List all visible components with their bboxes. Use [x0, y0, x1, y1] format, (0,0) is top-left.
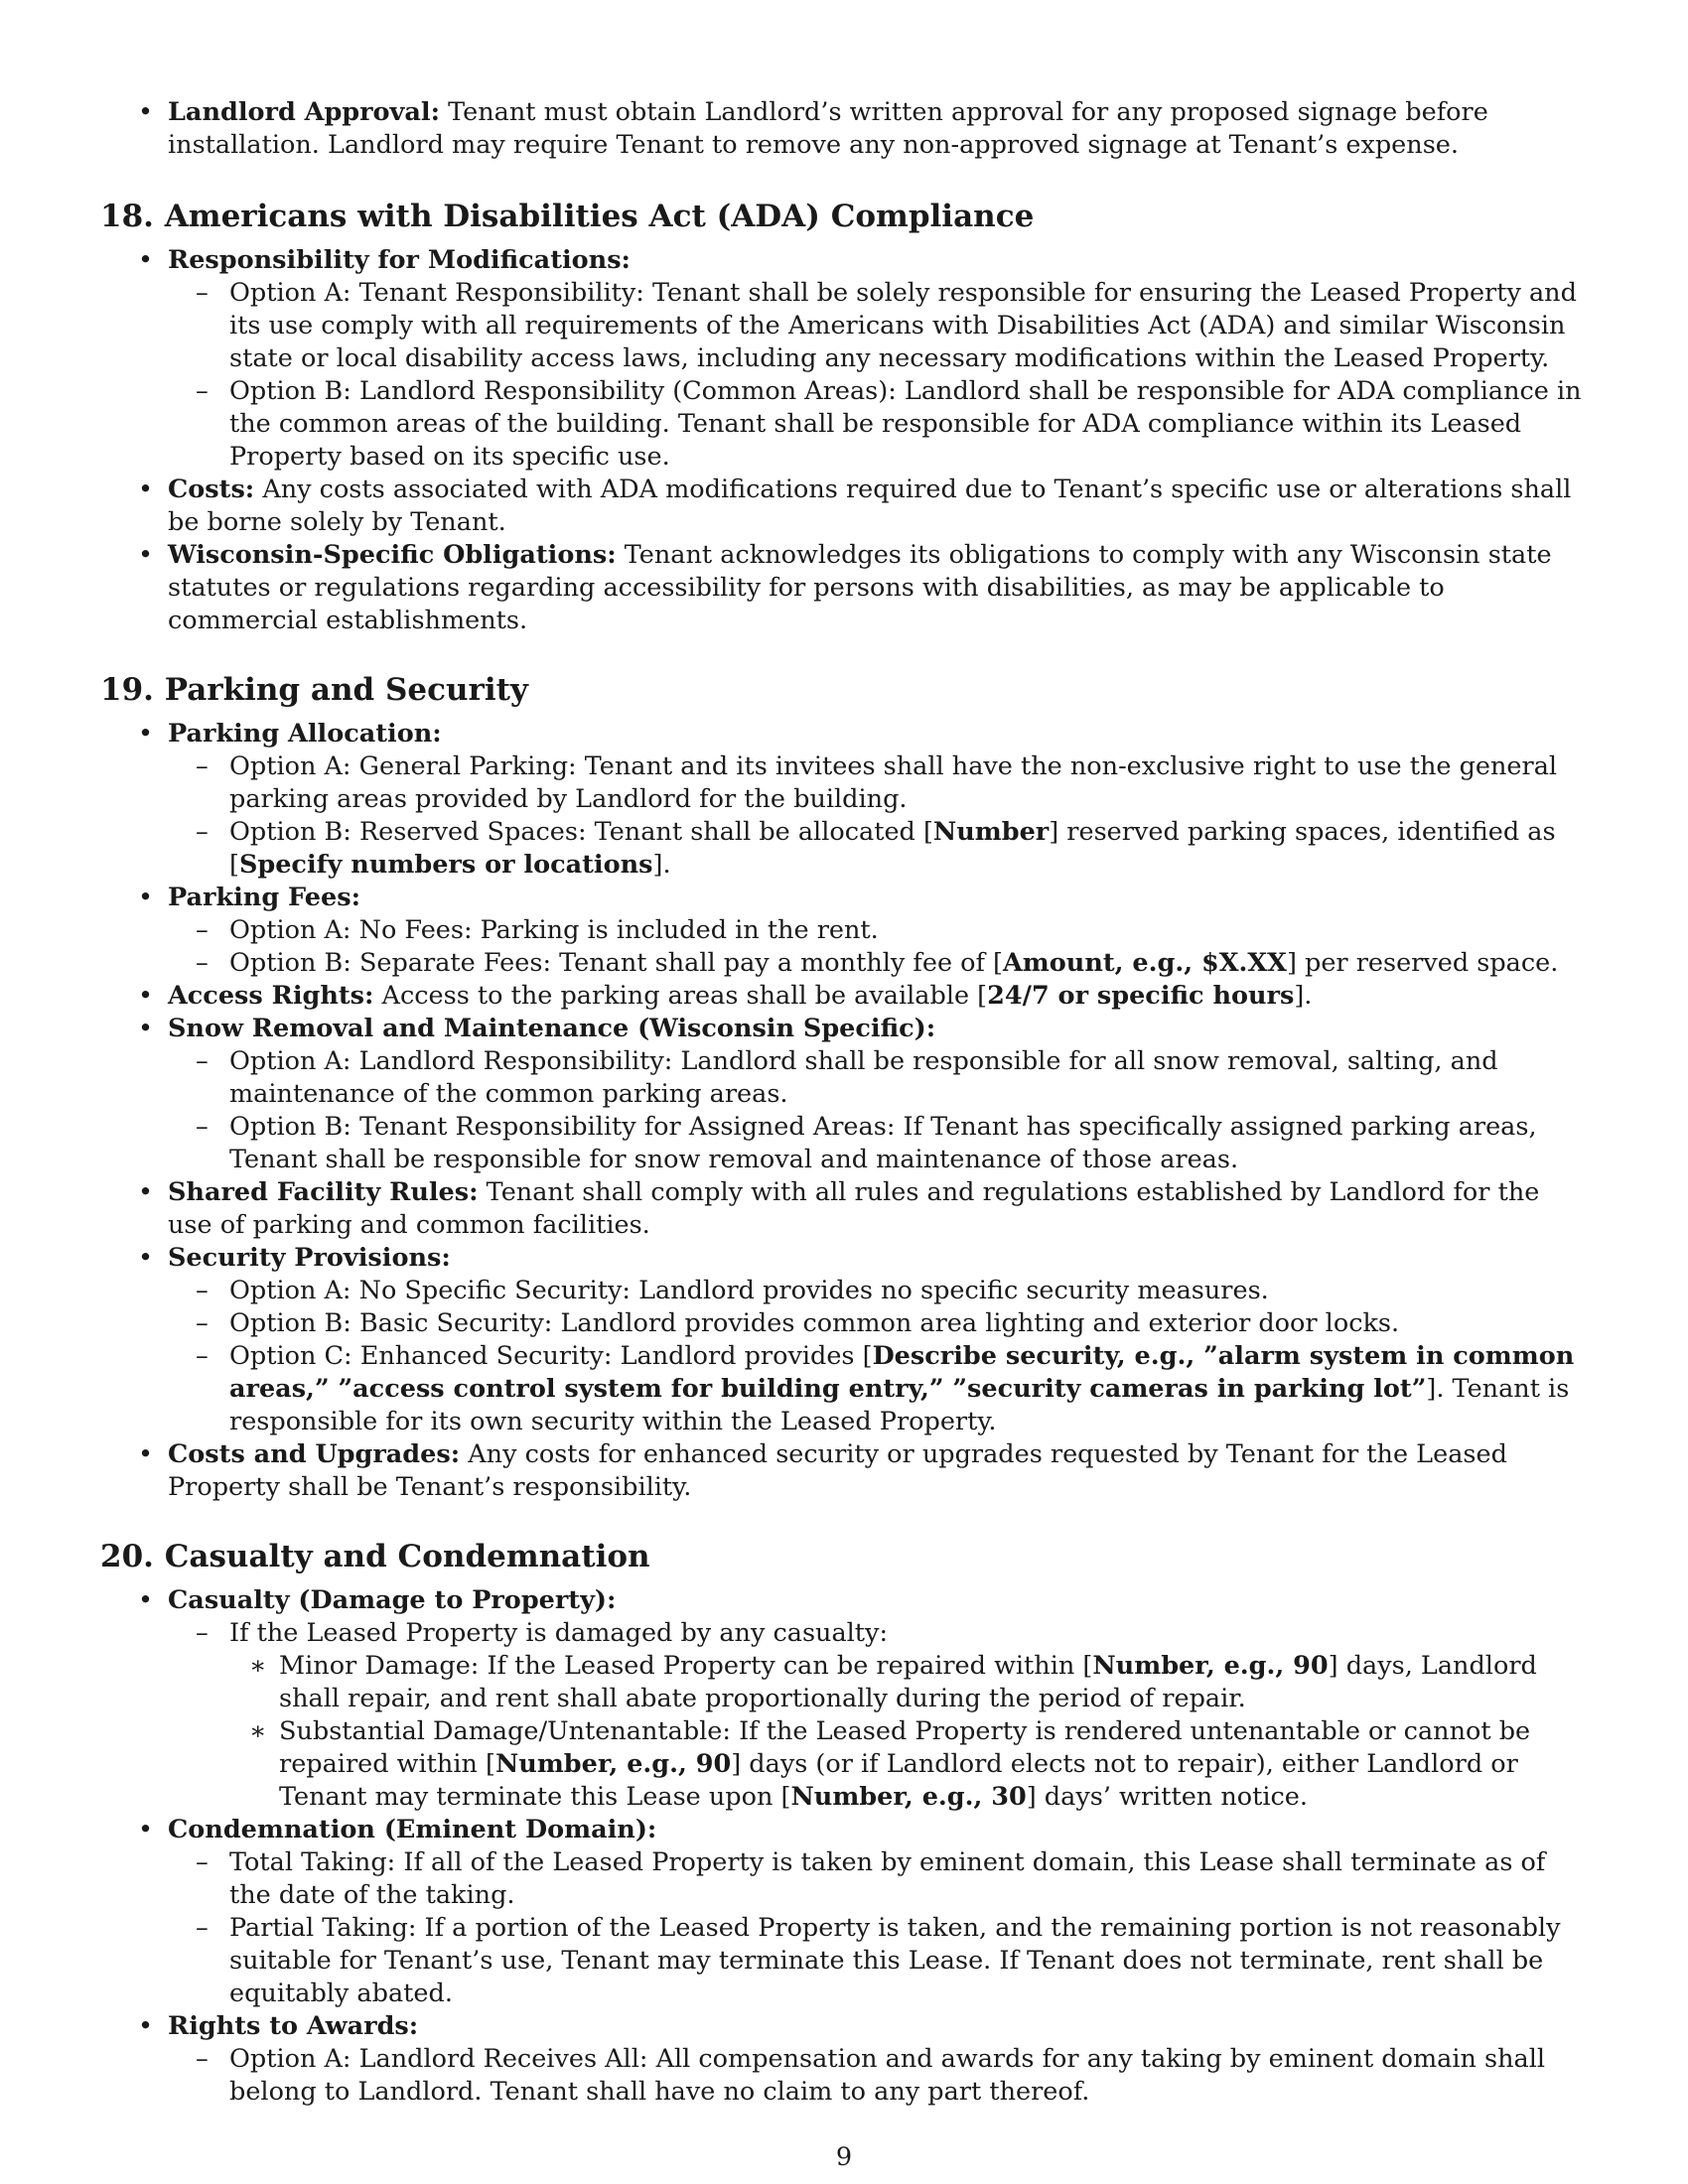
list-item-snow-removal	[100, 1013, 1590, 1045]
item-label: Wisconsin-Specific Obligations:	[168, 540, 617, 570]
page-number: 9	[835, 2142, 853, 2172]
document-page	[100, 96, 1590, 2109]
text-run: ]. Tenant is responsible for its own security within the Leased Property.	[229, 1374, 1570, 1436]
sub-sub-item-substantial-damage	[100, 1715, 1590, 1814]
sub-item-mod-option-a: – Option A: Tenant Responsibility: Tenant shall be solely responsible for ensuring the Leased Property and its use comply with all requirements of the Americans with Disabilities Act (ADA) and similar Wisconsin state or local disability access laws, including any necessary modifications within the Leased Property.	[100, 277, 1590, 375]
item-label: Rights to Awards:	[168, 2011, 419, 2041]
item-label: Parking Fees:	[168, 883, 360, 912]
item-label: Shared Facility Rules:	[168, 1177, 479, 1207]
list-item-access-rights	[100, 980, 1590, 1013]
list-item-costs	[100, 474, 1590, 539]
sub-item-alloc-option-a: – Option A: General Parking: Tenant and its invitees shall have the non-exclusive right to use the general parking areas provided by Landlord for the building.	[100, 751, 1590, 816]
placeholder-hours: 24/7 or specific hours	[987, 981, 1295, 1011]
item-label: Snow Removal and Maintenance (Wisconsin Specific):	[168, 1014, 936, 1043]
list-item-condemnation	[100, 1814, 1590, 1846]
sub-item-casualty-if: – If the Leased Property is damaged by any casualty:	[100, 1617, 1590, 1650]
item-label: Responsibility for Modifications:	[168, 245, 631, 275]
sub-item-fees-option-b	[100, 947, 1590, 980]
item-text: Any costs for enhanced security or upgrades requested by Tenant for the Leased Property shall be Tenant’s responsibility.	[168, 1439, 1507, 1502]
item-text: Tenant shall comply with all rules and regulations established by Landlord for the use of parking and common facilities.	[168, 1177, 1540, 1240]
text-run: ] days (or if Landlord elects not to repair), either Landlord or Tenant may terminate this Lease upon [	[279, 1749, 1518, 1812]
sub-item-total-taking: – Total Taking: If all of the Leased Property is taken by eminent domain, this Lease shall terminate as of the date of the taking.	[100, 1846, 1590, 1912]
text-run: ].	[652, 850, 671, 880]
text-run: ] reserved parking spaces, identified as [	[229, 817, 1556, 880]
list-item-security-provisions	[100, 1242, 1590, 1275]
item-label: Costs and Upgrades:	[168, 1439, 461, 1469]
text-run: Option C: Enhanced Security: Landlord provides [	[229, 1341, 873, 1371]
section-heading-parking: 19. Parking and Security	[100, 672, 528, 708]
placeholder-security: Describe security, e.g., ”alarm system in common areas,” ”access control system for building entry,” ”security cameras in parking lot”	[229, 1341, 1575, 1404]
item-text: Any costs associated with ADA modifications required due to Tenant’s specific use or alterations shall be borne solely by Tenant.	[168, 475, 1572, 537]
sub-item-snow-option-b: – Option B: Tenant Responsibility for Assigned Areas: If Tenant has specifically assigned parking areas, Tenant shall be responsible for snow removal and maintenance of those areas.	[100, 1111, 1590, 1176]
list-item-casualty	[100, 1584, 1590, 1617]
item-label: Costs:	[168, 475, 255, 504]
sub-item-partial-taking: – Partial Taking: If a portion of the Leased Property is taken, and the remaining portion is not reasonably suitable for Tenant’s use, Tenant may terminate this Lease. If Tenant does not terminate, rent shall be equitably abated.	[100, 1912, 1590, 2010]
list-item-parking-allocation	[100, 718, 1590, 751]
list-item-costs-upgrades	[100, 1438, 1590, 1504]
text-run: ] days’ written notice.	[1026, 1782, 1308, 1812]
text-run: Substantial Damage/Untenantable: If the Leased Property is rendered untenantable or cannot be repaired within [	[279, 1716, 1531, 1779]
item-text: Tenant acknowledges its obligations to comply with any Wisconsin state statutes or regulations regarding accessibility for persons with disabilities, as may be applicable to commercial establishments.	[168, 540, 1552, 635]
list-item-rights-to-awards	[100, 2010, 1590, 2043]
sub-item-security-option-b: – Option B: Basic Security: Landlord provides common area lighting and exterior door locks.	[100, 1307, 1590, 1340]
sub-item-security-option-c	[100, 1340, 1590, 1438]
item-label: Casualty (Damage to Property):	[168, 1585, 617, 1615]
sub-sub-item-minor-damage	[100, 1650, 1590, 1715]
sub-item-snow-option-a: – Option A: Landlord Responsibility: Landlord shall be responsible for all snow removal, salting, and maintenance of the common parking areas.	[100, 1045, 1590, 1111]
item-label: Security Provisions:	[168, 1243, 451, 1273]
list-item-wisconsin-obligations	[100, 539, 1590, 637]
sub-item-mod-option-b: – Option B: Landlord Responsibility (Common Areas): Landlord shall be responsible for ADA compliance in the common areas of the building. Tenant shall be responsible for ADA compliance within its Leased Property based on its specific use.	[100, 375, 1590, 474]
section-heading-casualty: 20. Casualty and Condemnation	[100, 1539, 650, 1574]
item-label: Parking Allocation:	[168, 719, 442, 749]
placeholder-amount: Amount, e.g., $X.XX	[1003, 948, 1287, 978]
list-item-parking-fees	[100, 882, 1590, 914]
text-run: ].	[1294, 981, 1313, 1011]
sub-item-awards-option-a: – Option A: Landlord Receives All: All compensation and awards for any taking by eminent domain shall belong to Landlord. Tenant shall have no claim to any part thereof.	[100, 2043, 1590, 2109]
item-text: Tenant must obtain Landlord’s written approval for any proposed signage before installation. Landlord may require Tenant to remove any non-approved signage at Tenant’s expense.	[168, 97, 1488, 160]
list-item-landlord-approval	[100, 96, 1590, 162]
item-label: Access Rights:	[168, 981, 374, 1011]
item-label: Condemnation (Eminent Domain):	[168, 1815, 657, 1844]
text-run: ] days, Landlord shall repair, and rent shall abate proportionally during the period of repair.	[279, 1651, 1537, 1713]
sub-item-alloc-option-b	[100, 816, 1590, 882]
text-run: Minor Damage: If the Leased Property can be repaired within [	[279, 1651, 1093, 1681]
placeholder-days: Number, e.g., 90	[494, 1749, 732, 1779]
placeholder-days: Number, e.g., 90	[1092, 1651, 1329, 1681]
sub-item-security-option-a: – Option A: No Specific Security: Landlord provides no specific security measures.	[100, 1275, 1590, 1307]
sub-item-fees-option-a: – Option A: No Fees: Parking is included in the rent.	[100, 914, 1590, 947]
text-run: Option B: Reserved Spaces: Tenant shall be allocated [	[229, 817, 933, 847]
text-run: ] per reserved space.	[1286, 948, 1559, 978]
placeholder-number: Number	[932, 817, 1050, 847]
list-item-shared-facility-rules	[100, 1176, 1590, 1242]
placeholder-notice-days: Number, e.g., 30	[790, 1782, 1027, 1812]
text-run: Option B: Separate Fees: Tenant shall pay a monthly fee of [	[229, 948, 1003, 978]
list-item-modifications	[100, 244, 1590, 277]
section-heading-ada: 18. Americans with Disabilities Act (ADA) Compliance	[100, 199, 1035, 234]
placeholder-locations: Specify numbers or locations	[238, 850, 653, 880]
text-run: Access to the parking areas shall be available [	[373, 981, 988, 1011]
item-label: Landlord Approval:	[168, 97, 440, 127]
